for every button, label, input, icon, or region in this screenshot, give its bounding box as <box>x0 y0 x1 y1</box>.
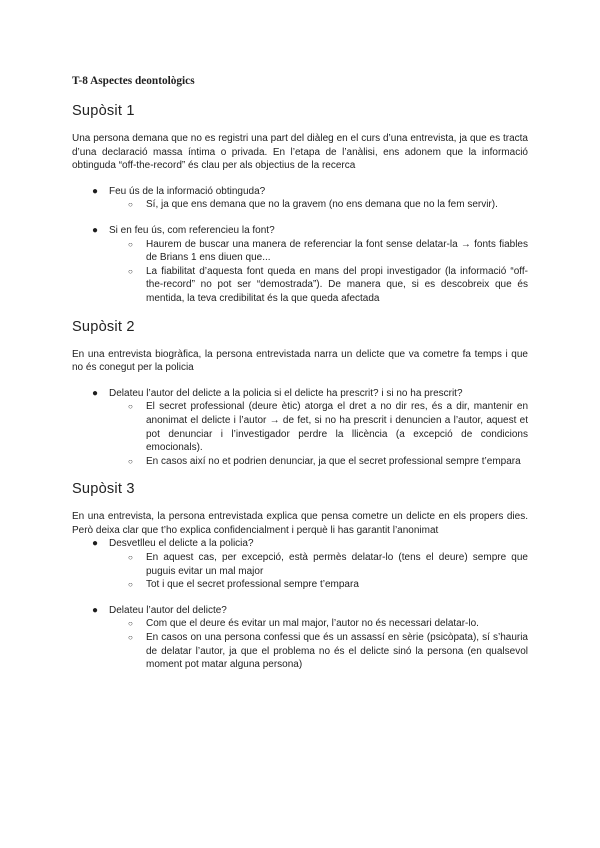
answer-text: El secret professional (deure ètic) atorga el dret a no dir res, és a dir, mantenir en anonimat el delicte i l’autor → de fet, si no ha prescrit i denuncien a l’autor, aquest et pot denunciar i l’investigador perdre la llicència (a excepció de condicions emocionals). <box>146 401 528 454</box>
answer-list <box>109 617 528 671</box>
section-paragraph: En una entrevista biogràfica, la persona entrevistada narra un delicte que va cometre fa temps i que no és conegut per la policia <box>72 348 528 374</box>
bullet-icon: ● <box>92 224 99 236</box>
section-suposit-3 <box>72 480 528 672</box>
section-heading: Supòsit 3 <box>72 481 135 498</box>
bullet-icon: ● <box>92 185 99 197</box>
answer-text: Com que el deure és evitar un mal major, l’autor no és necessari delatar-lo. <box>146 618 479 630</box>
answer-text: En aquest cas, per excepció, està permès delatar-lo (tens el deure) sempre que puguis evitar un mal major <box>146 552 528 577</box>
question-text: Desvetlleu el delicte a la policia? <box>109 538 254 550</box>
answer-text: La fiabilitat d’aquesta font queda en mans del propi investigador (la informació “off-the-record” no pot ser “demostrada”). De manera que, si es descobreix que és mentida, la teva credibilitat és la que queda afectada <box>146 265 528 304</box>
question-text: Delateu l’autor del delicte a la policia si el delicte ha prescrit? i si no ha prescrit? <box>109 387 463 399</box>
section-paragraph: Una persona demana que no es registri una part del diàleg en el curs d’una entrevista, ja que es tracta d’una declaració massa íntima o privada. En l’etapa de l’anàlisi, ens adonem que la informació obtinguda “off-the-record” és clau per als objectius de la recerca <box>72 133 528 172</box>
answer-text: Sí, ja que ens demana que no la gravem (no ens demana que no la fem servir). <box>146 199 498 211</box>
circle-bullet-icon: ○ <box>128 619 133 629</box>
bullet-icon: ● <box>92 387 99 399</box>
list-item <box>109 238 528 265</box>
question-text: Si en feu ús, com referencieu la font? <box>109 224 275 236</box>
answer-text: Haurem de buscar una manera de referenciar la font sense delatar-la → fonts fiables de Brians 1 ens diuen que... <box>146 238 528 264</box>
list-item <box>72 604 528 672</box>
question-text: Feu ús de la informació obtinguda? <box>109 185 266 197</box>
answer-text: En casos així no et podrien denunciar, ja que el secret professional sempre t’empara <box>146 455 521 467</box>
list-item <box>109 551 528 578</box>
question-text: Delateu l’autor del delicte? <box>109 604 227 616</box>
bullet-icon: ● <box>92 604 99 616</box>
circle-bullet-icon: ○ <box>128 633 133 643</box>
question-list <box>72 185 528 306</box>
circle-bullet-icon: ○ <box>128 402 133 412</box>
circle-bullet-icon: ○ <box>128 239 133 249</box>
circle-bullet-icon: ○ <box>128 266 133 276</box>
answer-text: Tot i que el secret professional sempre t’empara <box>146 579 359 591</box>
circle-bullet-icon: ○ <box>128 456 133 466</box>
list-item <box>72 185 528 212</box>
bullet-icon: ● <box>92 538 99 550</box>
answer-list <box>109 198 528 212</box>
section-suposit-2 <box>72 318 528 469</box>
section-suposit-1 <box>72 102 528 306</box>
list-item <box>72 537 528 591</box>
circle-bullet-icon: ○ <box>128 553 133 563</box>
document-title: T-8 Aspectes deontològics <box>72 75 195 87</box>
answer-list <box>109 551 528 592</box>
answer-list <box>109 400 528 468</box>
circle-bullet-icon: ○ <box>128 200 133 210</box>
answer-text: En casos on una persona confessi que és un assassí en sèrie (psicòpata), sí s’hauria de delatar l’autor, ja que el problema no és el delicte sinó la persona (en qualsevol moment pot matar alguna persona) <box>146 632 528 671</box>
list-item <box>109 265 528 306</box>
section-paragraph: En una entrevista, la persona entrevistada explica que pensa cometre un delicte en els propers dies. Però deixa clar que t’ho explica confidencialment i perquè li has garantit l’anonimat <box>72 511 528 536</box>
section-heading: Supòsit 1 <box>72 103 135 119</box>
list-item <box>109 198 528 212</box>
list-item <box>109 455 528 469</box>
answer-list <box>109 238 528 306</box>
list-item <box>109 631 528 672</box>
list-item <box>109 617 528 631</box>
list-item <box>109 400 528 454</box>
question-list <box>72 537 528 671</box>
list-item <box>72 224 528 306</box>
section-heading: Supòsit 2 <box>72 318 135 335</box>
list-item <box>109 578 528 592</box>
circle-bullet-icon: ○ <box>128 580 133 590</box>
question-list <box>72 387 528 469</box>
list-item <box>72 387 528 469</box>
